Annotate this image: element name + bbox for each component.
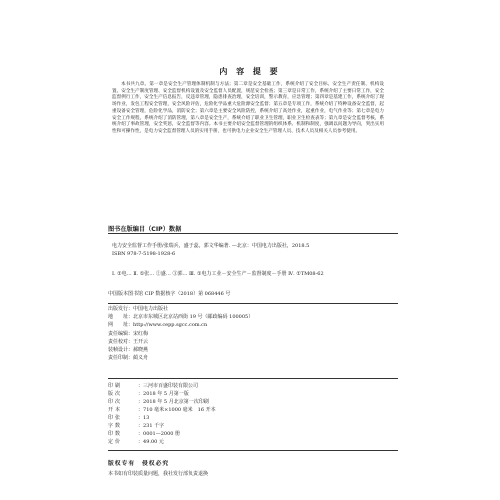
divider [108,378,398,379]
spec-label: 定价 [108,439,123,445]
responsible-editor: 责任编辑：宋红梅 [108,330,149,337]
divider [108,303,398,304]
spec-value: 49.00 元 [143,439,164,445]
spec-value: 231 千字 [143,423,165,429]
summary-body: 本书共九章。第一章是安全生产管理体制机制与方法；第二章是安全基础工作，系统介绍了安全目标、安全生产责任制、机构设置、安全生产制度管理、安全监督机构设置及安全监督人员配置，规范安全检查；第三章是日常工作，系统介绍了主要日常工作，安全监督例行工作，安全生产信息报告，反违章管理，隐患排查治理，安全培训，警示教育，应急管理；第四章是基建工作，系统介绍了现场作业，发包工程安全管理，安全风险评估，危险化学品重大危险源安全监督；第五章是专项工作，系统介绍了特种设备安全监督，起重设备安全管理，危险化学品，消防安全；第六章是主要安全风险防控，系统介绍了高处作业，起重作业，电气作业等；第七章是电力安全工作规程，系统介绍了消防管理，第八章是安全生产，系统介绍了职业卫生管理，职业卫生检查表等；第九章是安全监督考核，系统介绍了事故管理，安全奖惩，安全监督等内容。本书主要介绍安全监督管理的组织体系、机制和制度，强调以问题为导向，突出实用性和可操作性，是电力安全监督管理人员的实用手册，也可供电力企业安全生产管理人员、技术人员及相关人员参考使用。 [112,82,384,134]
proofreader: 责任校对：王开云 [108,338,149,345]
publication-info [108,305,398,362]
spec-row: 开本 ：710 毫米×1000 毫米 16 开本 [108,407,216,413]
cip-subjects: Ⅰ. ①电… Ⅱ. ①张… ②盛… ③郭… Ⅲ. ①电力工业－安全生产－监督制度－手册 Ⅳ. ①TM08-62 [112,271,324,277]
print-specs [108,382,398,446]
spec-label: 印次 [108,399,123,405]
spec-label: 版次 [108,391,123,397]
spec-value: 710 毫米×1000 毫米 16 开本 [143,407,216,413]
spec-row: 版次 ：2018 年 5 月第一版 [108,391,189,397]
spec-row: 定价 ：49.00 元 [108,439,164,445]
print-supervisor: 责任印制：蔺义舟 [108,355,149,362]
cip-heading: 图书在版编目（CIP）数据 [108,226,182,233]
copyright-heading: 版权专有 侵权必究 [108,461,170,467]
spec-label: 印张 [108,415,123,421]
copyright-note: 本书如有印装质量问题，我社发行部负责退换 [108,471,209,477]
spec-value: 三河市百盛印装有限公司 [143,383,199,389]
spec-label: 开本 [108,407,123,413]
spec-value: 2018 年 5 月北京第一次印刷 [143,399,209,405]
summary-title: 内 容 提 要 [219,67,281,76]
spec-label: 印数 [108,431,123,437]
divider [108,450,398,451]
spec-row: 印次 ：2018 年 5 月北京第一次印刷 [108,399,209,405]
cip-description-block [112,242,392,258]
address: 地 址：北京市东城区北京站西街 19 号（邮政编码 100005） [108,314,254,321]
cover-designer: 装帧设计：郝晓燕 [108,347,149,354]
publisher: 出版发行：中国电力出版社 [108,306,169,312]
spec-row: 印刷 ：三河市百盛印装有限公司 [108,383,199,389]
spec-label: 印刷 [108,383,123,389]
spec-row: 印数 ：0001—2000 册 [108,431,181,437]
spec-value: 2018 年 5 月第一版 [143,391,189,397]
cip-isbn: ISBN 978-7-5198-1928-6 [112,251,176,257]
cip-data-number: 中国版本图书馆 CIP 数据核字（2018）第 068446 号 [108,291,231,297]
spec-row: 印张 ：13 [108,415,150,421]
spec-row: 字数 ：231 千字 [108,423,165,429]
cip-description: 电力安全监督工作手册/张瑞兵，盛于蕊，郭文华编著. —北京：中国电力出版社，2018.5 [112,243,310,249]
spec-value: 0001—2000 册 [143,431,181,437]
website: 网 址：http://www.cepp.sgcc.com.cn [108,322,208,329]
spec-value: 13 [143,415,150,421]
spec-label: 字数 [108,423,123,429]
